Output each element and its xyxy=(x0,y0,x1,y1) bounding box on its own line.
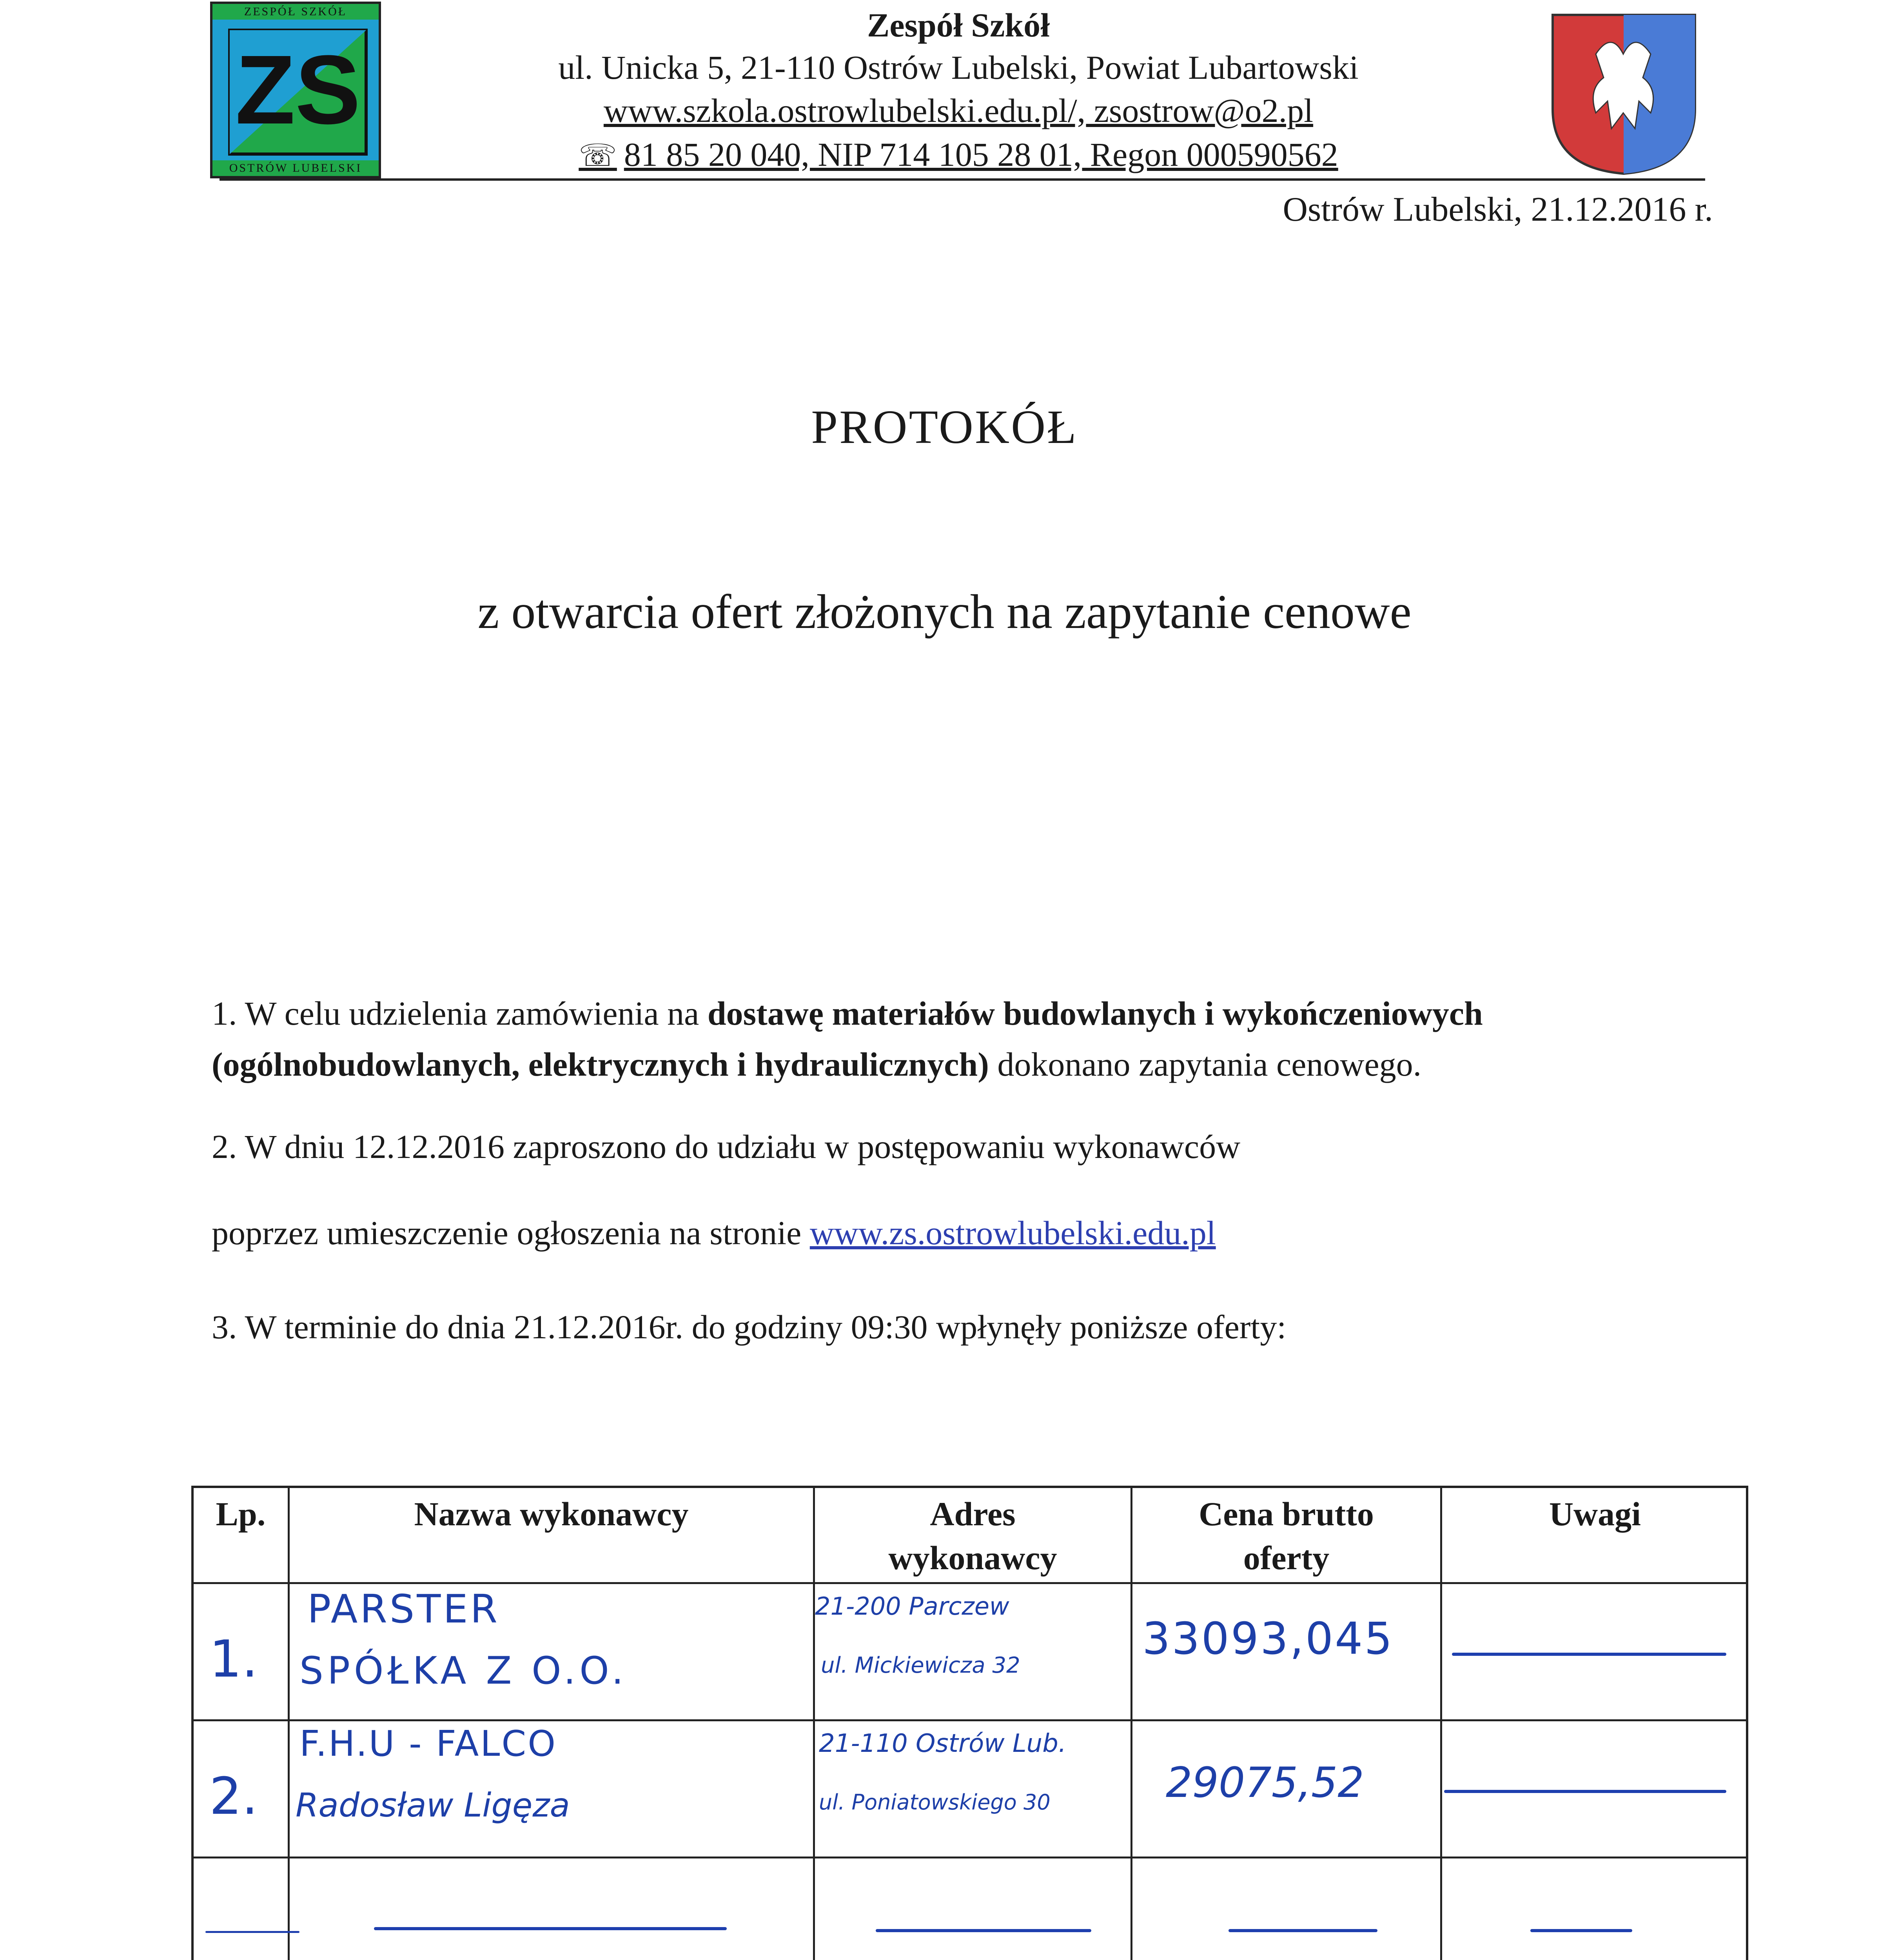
school-web-email[interactable]: www.szkola.ostrowlubelski.edu.pl/, zsostrow@o2.pl xyxy=(603,92,1314,129)
row-lp: 1. xyxy=(209,1629,258,1689)
header-lp: Lp. xyxy=(216,1495,266,1533)
empty-cell-dash xyxy=(876,1929,1091,1932)
row-price: 33093,045 xyxy=(1142,1613,1394,1664)
school-phone-line xyxy=(384,132,1533,178)
empty-cell-dash xyxy=(205,1931,299,1933)
empty-cell-dash xyxy=(1530,1929,1632,1932)
p2b-text: poprzez umieszczenie ogłoszenia na stronie xyxy=(212,1214,810,1252)
website-link[interactable]: www.zs.ostrowlubelski.edu.pl xyxy=(809,1214,1216,1252)
phone-nip-regon: 81 85 20 040, NIP 714 105 28 01, Regon 000590562 xyxy=(624,136,1338,173)
phone-icon: ☏ xyxy=(579,138,617,173)
row-name-line2: SPÓŁKA Z O.O. xyxy=(299,1649,628,1693)
row-address-line2: ul. Poniatowskiego 30 xyxy=(819,1790,1051,1815)
row-address-line1: 21-200 Parczew xyxy=(815,1592,1009,1621)
document-date: Ostrów Lubelski, 21.12.2016 r. xyxy=(1283,191,1713,229)
p1-text-start: 1. W celu udzielenia zamówienia na xyxy=(212,995,708,1032)
crest-icon xyxy=(1549,11,1699,176)
empty-cell-dash xyxy=(374,1927,727,1930)
paragraph-1 xyxy=(212,988,1740,1090)
school-name: Zespół Szkół xyxy=(867,6,1050,44)
header-gross-price: Cena brutto oferty xyxy=(1199,1495,1374,1577)
paragraph-2-continued xyxy=(212,1207,1740,1258)
row-lp: 2. xyxy=(209,1766,258,1826)
school-address: ul. Unicka 5, 21-110 Ostrów Lubelski, Powiat Lubartowski xyxy=(558,49,1359,86)
logo-bottom-band: OSTRÓW LUBELSKI xyxy=(212,160,379,176)
empty-cell-dash xyxy=(1228,1929,1377,1932)
notes-dash xyxy=(1452,1653,1726,1656)
logo-top-band: ZESPÓŁ SZKÓŁ xyxy=(212,4,379,20)
logo-letters: ZS xyxy=(235,35,361,144)
document-subtitle: z otwarcia ofert złożonych na zapytanie cenowe xyxy=(477,585,1412,639)
header-contractor-address: Adres wykonawcy xyxy=(888,1495,1057,1577)
row-address-line1: 21-110 Ostrów Lub. xyxy=(819,1729,1067,1758)
school-logo xyxy=(210,2,381,178)
zs-logo-icon xyxy=(224,25,372,159)
table-divider xyxy=(194,1582,1746,1584)
table-divider xyxy=(194,1857,1746,1858)
paragraph-3: 3. W terminie do dnia 21.12.2016r. do godziny 09:30 wpłynęły poniższe oferty: xyxy=(212,1308,1287,1346)
row-name-line2: Radosław Ligęza xyxy=(296,1786,570,1824)
p1-text-end: dokonano zapytania cenowego. xyxy=(989,1045,1422,1083)
row-name-line1: F.H.U - FALCO xyxy=(299,1723,557,1764)
document-title: PROTOKÓŁ xyxy=(811,401,1078,454)
table-divider xyxy=(194,1719,1746,1721)
row-name-line1: PARSTER xyxy=(307,1586,500,1632)
offers-table xyxy=(191,1486,1748,1960)
letterhead-rule xyxy=(220,178,1705,181)
paragraph-2: 2. W dniu 12.12.2016 zaproszono do udziału w postępowaniu wykonawców xyxy=(212,1128,1241,1165)
header-notes: Uwagi xyxy=(1549,1495,1641,1533)
p1-subject: dostawę materiałów budowlanych i wykończeniowych (ogólnobudowlanych, elektrycznych i hydraulicznych) xyxy=(212,995,1483,1083)
row-price: 29075,52 xyxy=(1166,1759,1364,1807)
notes-dash xyxy=(1444,1790,1726,1793)
row-address-line2: ul. Mickiewicza 32 xyxy=(821,1653,1020,1678)
header-contractor-name: Nazwa wykonawcy xyxy=(414,1495,689,1533)
